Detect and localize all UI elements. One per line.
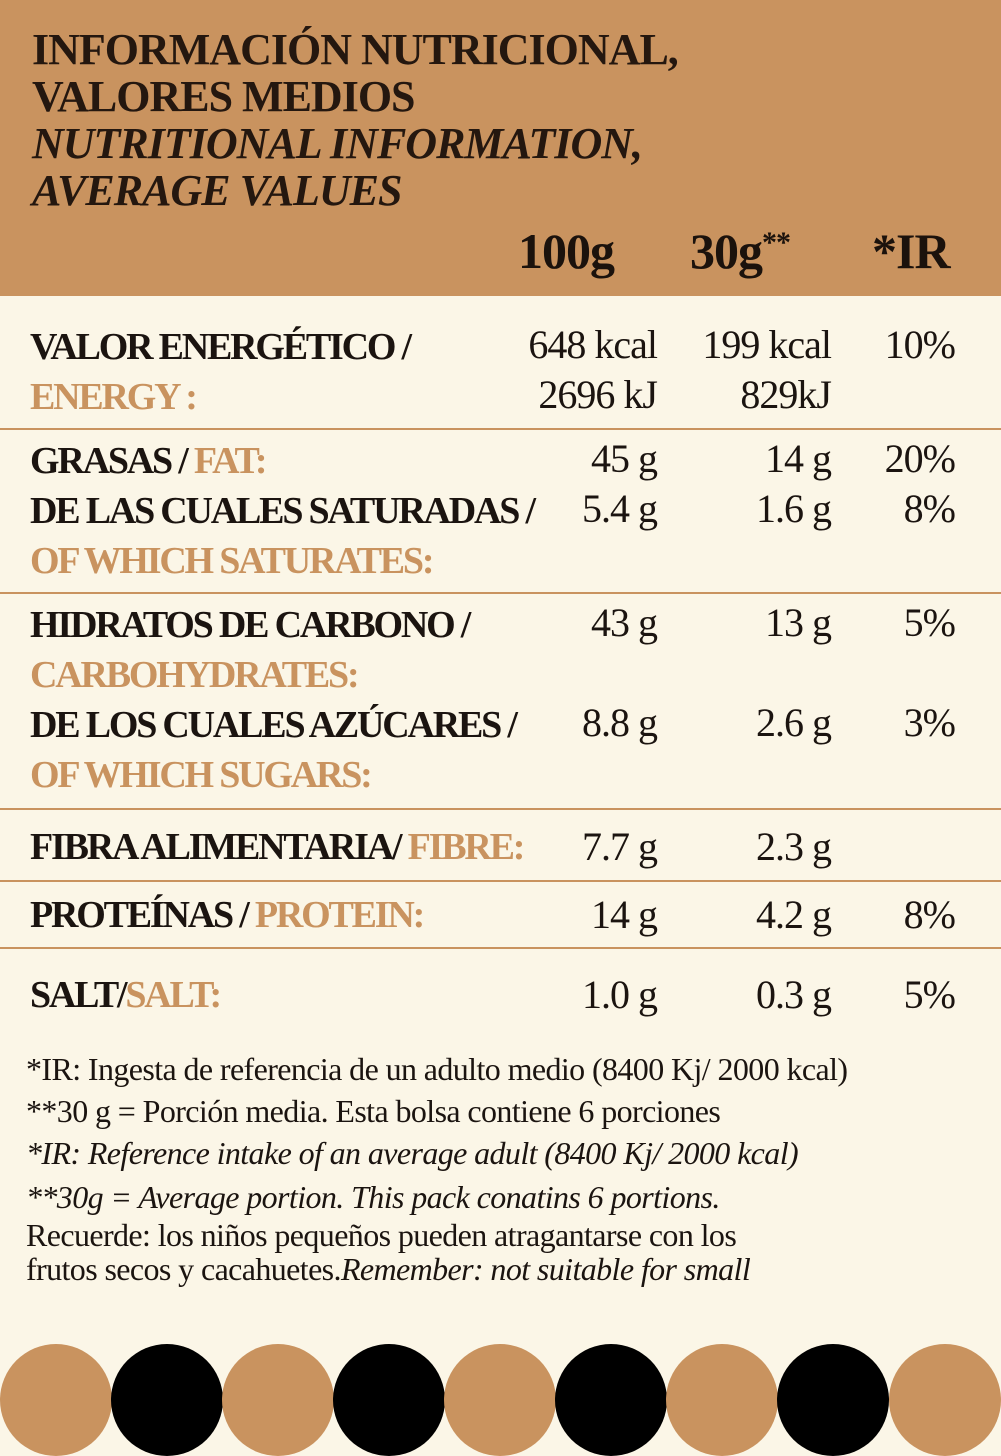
footnote-portion-en: **30g = Average portion. This pack conatins 6 portions. <box>26 1179 720 1215</box>
fat-ir: 20% <box>884 436 955 481</box>
footnote-portion-es: **30 g = Porción media. Esta bolsa contiene 6 porciones <box>26 1093 721 1129</box>
protein-label-en: PROTEIN: <box>254 894 424 936</box>
fibre-label-es: FIBRA ALIMENTARIA/ <box>30 826 408 868</box>
carbs-label-es: HIDRATOS DE CARBONO / <box>30 604 470 646</box>
fat-label-es: GRASAS / <box>30 440 194 482</box>
page-title <box>32 26 678 214</box>
sugars-ir: 3% <box>903 700 955 745</box>
row-divider <box>0 428 1001 430</box>
scallop-black <box>555 1344 667 1456</box>
footnote-ir-en: *IR: Reference intake of an average adult (8400 Kj/ 2000 kcal) <box>26 1135 799 1171</box>
warning-en: Remember: not suitable for small <box>340 1251 751 1287</box>
fat-30g: 14 g <box>765 436 831 481</box>
title-es-line-1: INFORMACIÓN NUTRICIONAL, <box>32 25 678 74</box>
title-en-line-1: NUTRITIONAL INFORMATION, <box>32 119 643 168</box>
salt-100g: 1.0 g <box>582 972 657 1017</box>
scallop-black <box>777 1344 889 1456</box>
column-header-ir: *IR <box>872 223 950 279</box>
warning-es-line-1: Recuerde: los niños pequeños pueden atragantarse con los <box>26 1217 737 1253</box>
protein-label <box>30 890 423 940</box>
scallop-tan <box>444 1344 556 1456</box>
scallop-tan <box>0 1344 112 1456</box>
title-es-line-2: VALORES MEDIOS <box>32 72 415 121</box>
sugars-30g: 2.6 g <box>756 700 831 745</box>
column-header-30g-text: 30g <box>690 223 762 279</box>
protein-100g: 14 g <box>591 892 657 937</box>
fibre-30g: 2.3 g <box>756 824 831 869</box>
energy-ir: 10% <box>884 322 955 367</box>
title-en-line-2: AVERAGE VALUES <box>32 166 402 215</box>
protein-30g: 4.2 g <box>756 892 831 937</box>
fat-100g: 45 g <box>591 436 657 481</box>
energy-30g-kcal: 199 kcal <box>702 322 831 367</box>
column-header-30g-mark: ** <box>762 226 790 259</box>
fibre-100g: 7.7 g <box>582 824 657 869</box>
salt-ir: 5% <box>903 972 955 1017</box>
scallop-tan <box>666 1344 778 1456</box>
sugars-100g: 8.8 g <box>582 700 657 745</box>
column-header-100g: 100g <box>518 223 614 279</box>
energy-100g-kcal: 648 kcal <box>528 322 657 367</box>
sugars-label-es: DE LOS CUALES AZÚCARES / <box>30 704 516 746</box>
row-divider <box>0 808 1001 810</box>
scallop-black <box>111 1344 223 1456</box>
carbs-label-en: CARBOHYDRATES: <box>30 654 358 696</box>
salt-label-es: SALT/ <box>30 974 126 1016</box>
scallop-tan <box>889 1344 1001 1456</box>
scallop-tan <box>222 1344 334 1456</box>
carbs-30g: 13 g <box>765 600 831 645</box>
protein-label-es: PROTEÍNAS / <box>30 894 255 936</box>
energy-label-en: ENERGY : <box>30 376 196 418</box>
fibre-label-en: FIBRE: <box>407 826 524 868</box>
salt-label <box>30 970 220 1020</box>
column-header-30g <box>690 222 790 280</box>
footnote-ir-es: *IR: Ingesta de referencia de un adulto medio (8400 Kj/ 2000 kcal) <box>26 1051 848 1087</box>
fat-label <box>30 436 265 486</box>
row-divider <box>0 880 1001 882</box>
salt-label-en: SALT: <box>125 974 220 1016</box>
row-divider <box>0 947 1001 949</box>
saturates-ir: 8% <box>903 486 955 531</box>
energy-100g-kj: 2696 kJ <box>538 372 657 417</box>
saturates-30g: 1.6 g <box>756 486 831 531</box>
saturates-100g: 5.4 g <box>582 486 657 531</box>
carbs-ir: 5% <box>903 600 955 645</box>
warning-es-line-2: frutos secos y cacahuetes. <box>26 1251 341 1287</box>
row-divider <box>0 592 1001 594</box>
sugars-label-en: OF WHICH SUGARS: <box>30 754 371 796</box>
scallop-black <box>333 1344 445 1456</box>
energy-30g-kj: 829kJ <box>740 372 831 417</box>
protein-ir: 8% <box>903 892 955 937</box>
carbs-100g: 43 g <box>591 600 657 645</box>
saturates-label-en: OF WHICH SATURATES: <box>30 540 433 582</box>
energy-label-es: VALOR ENERGÉTICO / <box>30 326 410 368</box>
saturates-label-es: DE LAS CUALES SATURADAS / <box>30 490 534 532</box>
salt-30g: 0.3 g <box>756 972 831 1017</box>
fat-label-en: FAT: <box>193 440 266 482</box>
warning-line-2 <box>26 1248 750 1290</box>
fibre-label <box>30 822 523 872</box>
